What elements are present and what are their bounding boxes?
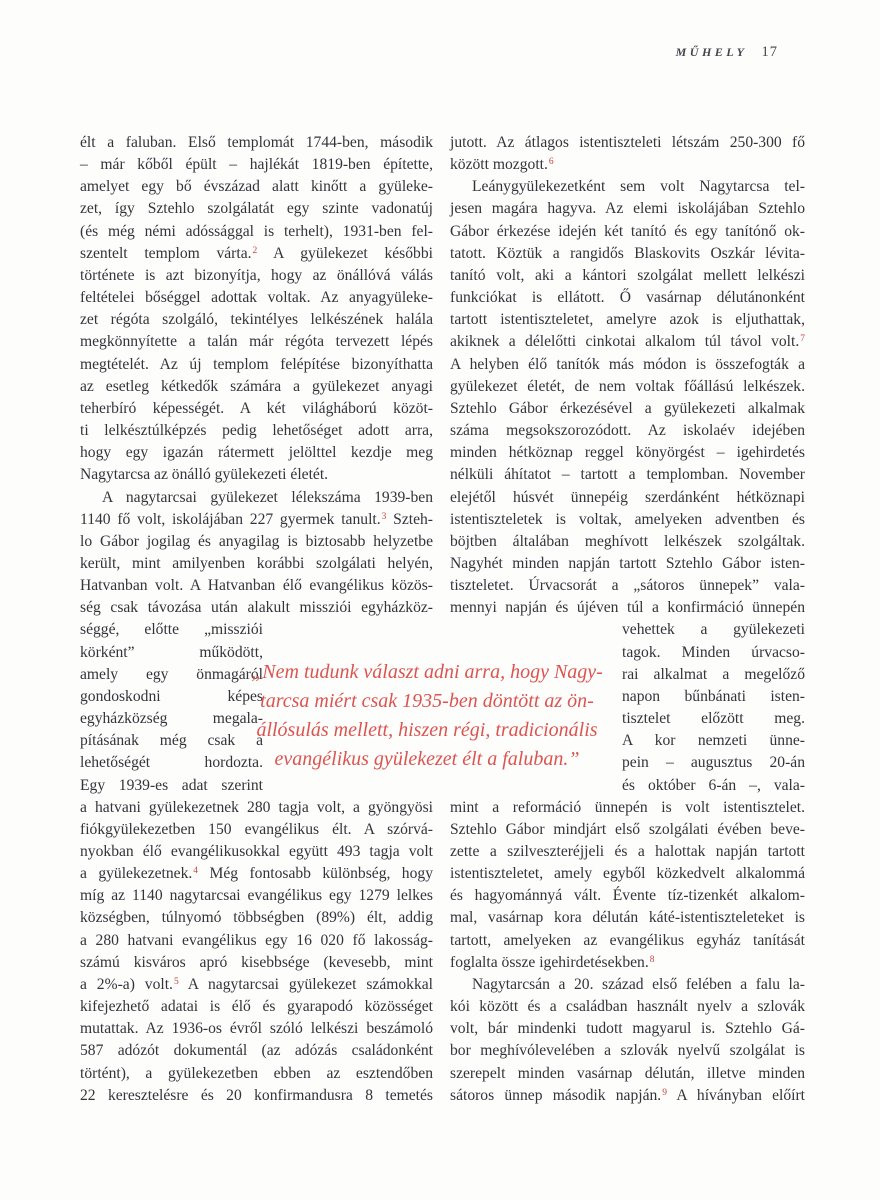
text-line-content: a 280 hatvani evangélikus egy 16 020 fő lakosság- bbox=[80, 931, 433, 949]
text-line bbox=[80, 597, 433, 619]
text-line bbox=[80, 398, 433, 420]
pull-quote-line: állósulás mellett, hiszen régi, tradicionális bbox=[256, 719, 598, 741]
text-line bbox=[450, 331, 805, 353]
text-line bbox=[80, 952, 433, 974]
text-line-content: jesen magára hagyva. Az elemi iskolájában Sztehlo bbox=[450, 200, 805, 218]
text-line-content: 22 keresztelésre és 20 konfirmandusra 8 temetés bbox=[80, 1086, 433, 1104]
text-line-content: Egy 1939-es adat szerint bbox=[80, 776, 263, 794]
text-line bbox=[80, 775, 263, 797]
text-line bbox=[80, 996, 433, 1018]
text-line-content: között mozgott.$^6$ bbox=[450, 156, 554, 174]
text-line bbox=[450, 575, 805, 597]
text-line-content: lehetőségét hordozta. bbox=[80, 754, 263, 772]
text-line-content: böjtben általában meghívott lelkészek szolgáltak. bbox=[450, 532, 805, 550]
text-segment-full bbox=[450, 797, 805, 1107]
text-line-content: került, mint amilyenben korábbi szolgálati helyén, bbox=[80, 554, 433, 572]
footnote-marker: 4 bbox=[193, 866, 199, 877]
text-line-content: és hagyománnyá vált. Évente tíz-tizenkét alkalom- bbox=[450, 887, 805, 905]
text-line-content: A helyben élő tanítók más módon is összefogták a bbox=[450, 355, 805, 373]
text-line bbox=[80, 221, 433, 243]
text-line bbox=[80, 309, 433, 331]
text-line bbox=[450, 442, 805, 464]
text-line bbox=[450, 309, 805, 331]
page-number: 17 bbox=[761, 44, 778, 60]
text-line-content: vehettek a gyülekezeti bbox=[622, 621, 805, 639]
text-line bbox=[80, 464, 433, 486]
text-line-content: minden hétköznap reggel könyörgést – igehirdetés bbox=[450, 444, 805, 462]
text-line-content: 587 adózót dokumentál (az adózás családonként bbox=[80, 1042, 433, 1060]
text-line-content: elejétől húsvét ünnepéig szerdánként hétköznapi bbox=[450, 488, 805, 506]
text-line bbox=[450, 354, 805, 376]
right-column bbox=[450, 132, 805, 1107]
text-line-content: lo Gábor jogilag és anyagilag is biztosabb helyzetbe bbox=[80, 532, 433, 550]
text-line-content: amelyet egy bő évszázad alatt kinőtt a gyüleke- bbox=[80, 178, 433, 196]
text-line-content: amely egy önmagáról bbox=[80, 665, 263, 683]
text-line-content: tisztelet előzött meg. bbox=[622, 710, 805, 728]
text-line-content: míg az 1140 nagytarcsai evangélikus egy 1279 lelkes bbox=[80, 887, 433, 905]
text-line bbox=[80, 752, 263, 774]
text-line-content: foglalta össze igehirdetésekben.$^8$ bbox=[450, 953, 655, 971]
text-line bbox=[450, 176, 805, 198]
text-line-content: mennyi napján és újéven túl a konfirmáció ünnepén bbox=[450, 599, 805, 617]
text-line-content: – már kőből épült – hajlékát 1819-ben építette, bbox=[80, 156, 433, 174]
text-line bbox=[450, 996, 805, 1018]
text-line-content: volt, bár mindenki tudott magyarul is. Sztehlo Gá- bbox=[450, 1020, 805, 1038]
text-line-content: Nagytarcsán a 20. század első felében a falu la- bbox=[472, 975, 805, 993]
text-line bbox=[80, 863, 433, 885]
text-line bbox=[80, 974, 433, 996]
text-line bbox=[80, 664, 263, 686]
text-line-content: zette a szilveszteréjjeli és a halottak napján tartott bbox=[450, 843, 805, 860]
footnote-marker: 2 bbox=[252, 245, 258, 256]
text-line-content: teherbíró képességét. A két világháború közöt- bbox=[80, 399, 433, 417]
text-line bbox=[80, 354, 433, 376]
text-line bbox=[80, 487, 433, 509]
text-line bbox=[80, 730, 263, 752]
text-line-content: szerepelt minden vasárnap délután, illetve minden bbox=[450, 1064, 805, 1082]
text-line bbox=[80, 509, 433, 531]
text-line bbox=[450, 221, 805, 243]
text-line-content: istentiszteletek is voltak, amelyeken adventben és bbox=[450, 510, 805, 528]
text-line-content: 1140 fő volt, iskolájában 227 gyermek tanult.$^3$ Szteh- bbox=[80, 510, 433, 528]
text-line-content: és október 6-án –, vala- bbox=[622, 776, 805, 794]
text-line-content: körként” működött, bbox=[80, 643, 263, 661]
text-segment-full bbox=[450, 132, 805, 619]
text-segment-full bbox=[80, 797, 433, 1107]
footnote-marker: 6 bbox=[548, 157, 554, 168]
text-line bbox=[450, 885, 805, 907]
text-line-content: mutattak. Az 1936-os évről szóló lelkészi beszámoló bbox=[80, 1020, 433, 1038]
text-line bbox=[450, 819, 805, 841]
text-line-content: jutott. Az átlagos istentiszteleti létszám 250-300 fő bbox=[450, 134, 805, 151]
text-line bbox=[450, 597, 805, 619]
text-line-content: megkönnyítette a talán már régóta tervezett lépés bbox=[80, 333, 433, 351]
text-line bbox=[80, 1018, 433, 1040]
text-line-content: a hatvani gyülekezetnek 280 tagja volt, a gyöngyösi bbox=[80, 798, 433, 816]
text-line bbox=[80, 265, 433, 287]
text-line-content: mint a reformáció ünnepén is volt istentisztelet. bbox=[450, 798, 805, 816]
text-line-content: számú kisváros apró kisebbsége (kevesebb, mint bbox=[80, 953, 433, 971]
text-line bbox=[622, 664, 805, 686]
footnote-marker: 7 bbox=[800, 334, 805, 345]
text-line-content: sátoros ünnep második napján.$^9$ A híványban előírt bbox=[450, 1086, 805, 1104]
text-line bbox=[80, 819, 433, 841]
text-line-content: ti lelkésztúlképzés pedig lehetőséget adott arra, bbox=[80, 422, 433, 440]
text-line-content: hogy egy igazán rátermett jelölttel kezdje meg bbox=[80, 444, 433, 462]
text-line-content: gondoskodni képes bbox=[80, 687, 263, 705]
text-line bbox=[80, 1085, 433, 1107]
text-line-content: mal, vasárnap kora délután káté-istentiszteleteket is bbox=[450, 909, 805, 927]
text-line-content: tatott. Köztük a rangidős Blaskovits Oszkár lévita- bbox=[450, 244, 805, 262]
text-line-content: napon bűnbánati isten- bbox=[622, 687, 805, 705]
text-line bbox=[450, 287, 805, 309]
text-line bbox=[622, 708, 805, 730]
text-line-content: ség csak távozása után alakult missziói egyházköz- bbox=[80, 599, 433, 617]
text-line bbox=[450, 243, 805, 265]
text-line bbox=[80, 287, 433, 309]
text-line-content: történt), a gyülekezetben ebben az esztendőben bbox=[80, 1064, 433, 1082]
text-line bbox=[80, 797, 433, 819]
text-line-content: a 2%-a) volt.$^5$ A nagytarcsai gyülekezet számokkal bbox=[80, 975, 434, 993]
text-line-content: pításának még csak a bbox=[80, 732, 263, 750]
text-line bbox=[622, 752, 805, 774]
text-line-content: rai alkalmat a megelőző bbox=[622, 665, 805, 683]
text-line bbox=[80, 331, 433, 353]
text-line-content: Nagytarcsa az önálló gyülekezeti életét. bbox=[80, 466, 329, 484]
pull-quote bbox=[246, 658, 608, 774]
footnote-marker: 5 bbox=[173, 976, 179, 987]
text-line bbox=[450, 198, 805, 220]
text-line-content: akiknek a délelőtti cinkotai alkalom túl távol volt.$^7$ bbox=[450, 333, 805, 351]
text-line bbox=[80, 132, 433, 154]
text-line-content: zet, így Sztehlo szolgálatát egy szinte vadonatúj bbox=[80, 200, 433, 218]
text-line bbox=[80, 575, 433, 597]
text-line-content: zet régóta szolgáló, tekintélyes lelkészének halála bbox=[80, 311, 433, 329]
text-line-content: feltételei bőséggel adottak voltak. Az anyagyüleke- bbox=[80, 289, 433, 307]
text-line bbox=[450, 952, 805, 974]
text-line-content: Nagyhét minden napján tartott Sztehlo Gábor isten- bbox=[450, 554, 805, 572]
text-line bbox=[80, 198, 433, 220]
text-line bbox=[450, 974, 805, 996]
pull-quote-line: evangélikus gyülekezet élt a faluban.” bbox=[274, 748, 580, 770]
text-line bbox=[80, 531, 433, 553]
text-line bbox=[450, 398, 805, 420]
text-segment-narrow-right bbox=[622, 619, 805, 796]
text-segment-full bbox=[80, 132, 433, 619]
text-line bbox=[80, 708, 263, 730]
text-line bbox=[450, 132, 805, 154]
text-line bbox=[450, 531, 805, 553]
text-line bbox=[450, 154, 805, 176]
text-line bbox=[450, 930, 805, 952]
text-line bbox=[80, 1040, 433, 1062]
text-line-content: szentelt templom várta.$^2$ A gyülekezet későbbi bbox=[80, 244, 433, 262]
text-line bbox=[450, 863, 805, 885]
text-line bbox=[80, 907, 433, 929]
text-line bbox=[450, 376, 805, 398]
left-column bbox=[80, 132, 433, 1107]
pull-quote-line: tarcsa miért csak 1935-ben döntött az ön- bbox=[260, 690, 594, 712]
text-line-content: száma megsokszorozódott. Az iskolaév idejében bbox=[450, 422, 805, 440]
text-line-content: élt a faluban. Első templomát 1744-ben, második bbox=[80, 134, 433, 151]
text-line-content: fiókgyülekezetben 150 evangélikus élt. A szórvá- bbox=[80, 820, 433, 838]
text-line bbox=[80, 176, 433, 198]
text-line-content: gyülekezet életét, de nem voltak főállású lelkészek. bbox=[450, 377, 805, 395]
footnote-marker: 3 bbox=[381, 511, 387, 522]
text-line-content: tanító volt, aki a kántori szolgálat mellett lelkészi bbox=[450, 266, 805, 284]
text-line-content: nyokban élő evangélikusokkal együtt 493 tagja volt bbox=[80, 843, 433, 860]
text-line bbox=[450, 509, 805, 531]
text-line-content: istentiszteletet, amely egyből közkedvelt alkalommá bbox=[450, 865, 805, 883]
text-line-content: pein – augusztus 20-án bbox=[622, 754, 805, 772]
text-line-content: bor meghívólevelében a szlovák nyelvű szolgálat is bbox=[450, 1042, 805, 1060]
text-line-content: nélküli áhítatot – tartott a templomban. November bbox=[450, 466, 805, 484]
text-line bbox=[80, 619, 263, 641]
text-line-content: kifejezhető adatai is élő és gyarapodó közösséget bbox=[80, 998, 433, 1016]
text-line bbox=[450, 1040, 805, 1062]
text-segment-narrow-left bbox=[80, 619, 263, 796]
text-line-content: Leánygyülekezetként sem volt Nagytarcsa tel- bbox=[472, 178, 805, 196]
text-line bbox=[622, 619, 805, 641]
text-line-content: Gábor érkezése idején két tanító és egy tanítónő ok- bbox=[450, 222, 805, 240]
text-line bbox=[80, 885, 433, 907]
text-line-content: (és még némi adóssággal is terhelt), 1931-ben fel- bbox=[80, 222, 433, 240]
text-line-content: a gyülekezetnek.$^4$ Még fontosabb különbség, hogy bbox=[80, 865, 433, 883]
text-line-content: A kor nemzeti ünne- bbox=[622, 732, 805, 750]
text-line bbox=[450, 1018, 805, 1040]
text-line bbox=[80, 930, 433, 952]
text-line bbox=[622, 642, 805, 664]
text-line bbox=[622, 686, 805, 708]
text-line bbox=[80, 243, 433, 265]
text-line bbox=[80, 841, 433, 863]
text-line bbox=[80, 642, 263, 664]
section-title: MŰHELY bbox=[675, 45, 748, 59]
text-line-content: séggé, előtte „missziói bbox=[80, 621, 263, 639]
text-line bbox=[450, 265, 805, 287]
text-line bbox=[622, 730, 805, 752]
text-line-content: Sztehlo Gábor mindjárt első szolgálati évében beve- bbox=[450, 820, 805, 838]
text-line-content: története is azt bizonyítja, hogy az önállóvá válás bbox=[80, 266, 433, 284]
text-line-content: községben, túlnyomó többségben (89%) élt, addig bbox=[80, 909, 433, 927]
text-line bbox=[80, 376, 433, 398]
text-line bbox=[450, 1085, 805, 1107]
text-line bbox=[80, 553, 433, 575]
text-line bbox=[80, 154, 433, 176]
footnote-marker: 8 bbox=[649, 954, 655, 965]
text-line bbox=[80, 442, 433, 464]
text-line-content: tartott istentiszteletet, amelyre azok is eljuthattak, bbox=[450, 311, 805, 329]
text-line-content: tiszteletet. Úrvacsorát a „sátoros ünnepek” vala- bbox=[450, 577, 805, 595]
text-line bbox=[450, 841, 805, 863]
text-line bbox=[450, 797, 805, 819]
text-line-content: az esetleg kétkedők számára a gyülekezet anyagi bbox=[80, 377, 433, 395]
text-line-content: Sztehlo Gábor érkezésével a gyülekezeti alkalmak bbox=[450, 399, 805, 417]
text-line-content: A nagytarcsai gyülekezet lélekszáma 1939-ben bbox=[102, 488, 433, 506]
text-line bbox=[450, 553, 805, 575]
text-line bbox=[80, 686, 263, 708]
footnote-marker: 9 bbox=[662, 1087, 667, 1098]
text-line bbox=[80, 420, 433, 442]
text-line-content: Hatvanban volt. A Hatvanban élő evangélikus közös- bbox=[80, 577, 433, 595]
text-line bbox=[450, 464, 805, 486]
text-line-content: egyházközség megala- bbox=[80, 710, 263, 728]
text-line-content: tagok. Minden úrvacso- bbox=[622, 643, 805, 661]
text-line bbox=[450, 487, 805, 509]
text-line bbox=[622, 775, 805, 797]
text-line-content: funkciókat is ellátott. Ő vasárnap délutánonként bbox=[450, 289, 805, 307]
pull-quote-line: „Nem tudunk választ adni arra, hogy Nagy- bbox=[251, 661, 603, 683]
text-line bbox=[450, 420, 805, 442]
text-line-content: megtételét. Az új templom felépítése bizonyíthatta bbox=[80, 355, 433, 373]
text-line bbox=[80, 1063, 433, 1085]
text-line-content: tartott, amelyeken az evangélikus egyház tanítását bbox=[450, 931, 805, 949]
text-line-content: kói között és a családban használt nyelv a szlovák bbox=[450, 998, 805, 1016]
page-header bbox=[676, 44, 778, 61]
text-line bbox=[450, 1063, 805, 1085]
text-line bbox=[450, 907, 805, 929]
